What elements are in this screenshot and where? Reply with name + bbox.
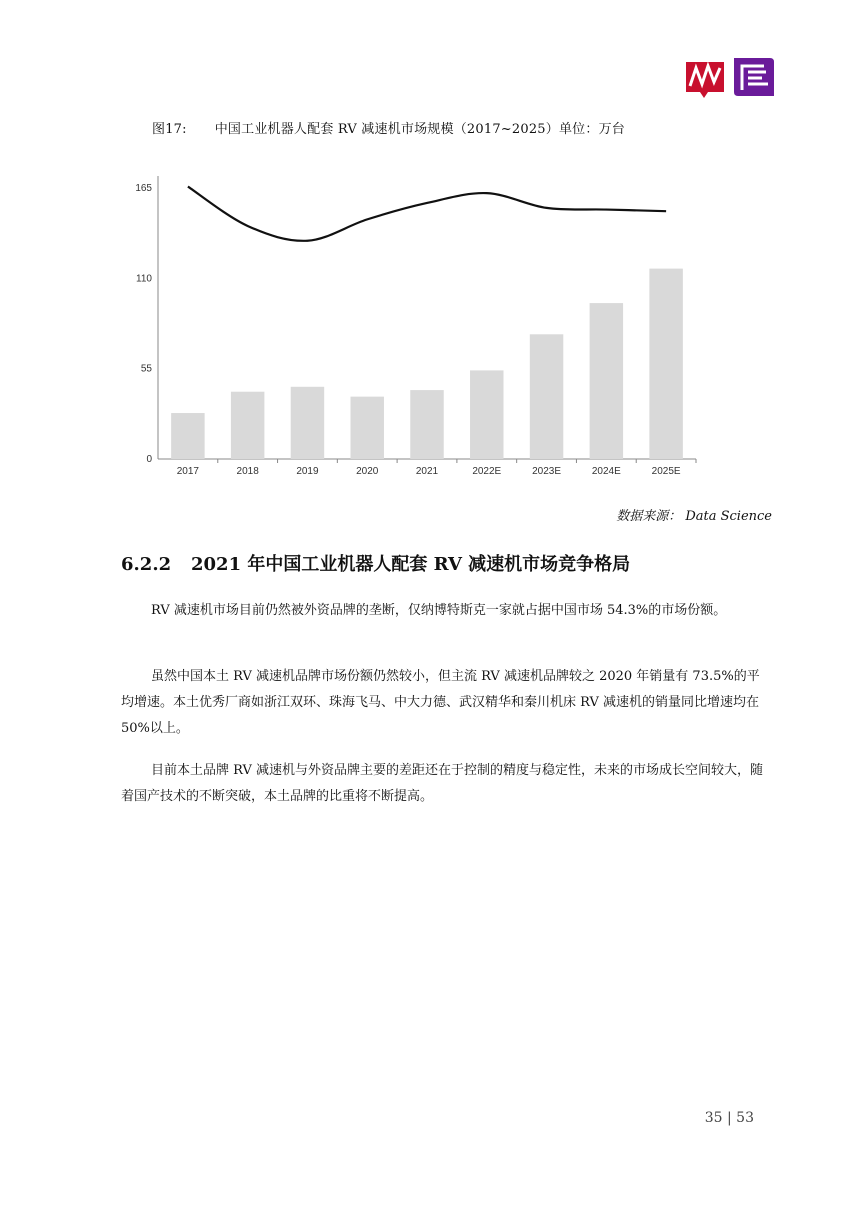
page-number xyxy=(705,1110,754,1126)
bar-2017 xyxy=(171,413,204,459)
figure-caption xyxy=(152,118,625,137)
bar-2018 xyxy=(231,392,264,459)
section-number: 6.2.2 xyxy=(121,554,172,575)
x-tick-label: 2019 xyxy=(296,466,319,477)
logo-red-mark xyxy=(686,62,724,98)
bar-2023E xyxy=(530,334,563,459)
section-title-text: 2021 年中国工业机器人配套 RV 减速机市场竞争格局 xyxy=(191,554,631,575)
y-tick-label: 0 xyxy=(146,454,152,465)
y-tick-label: 110 xyxy=(136,273,152,285)
brand-logo xyxy=(684,56,776,100)
x-tick-label: 2022E xyxy=(472,466,502,477)
x-tick-label: 2017 xyxy=(176,466,200,477)
paragraph-1: RV 减速机市场目前仍然被外资品牌的垄断，仅纳博特斯克一家就占据中国市场 54.3%的市场份额。 xyxy=(151,603,727,618)
bar-2020 xyxy=(350,397,383,459)
x-tick-label: 2020 xyxy=(356,466,379,477)
series-line xyxy=(188,187,666,241)
page-separator: | xyxy=(727,1110,732,1126)
page-total: 53 xyxy=(736,1110,754,1126)
data-source: 数据来源： Data Science xyxy=(616,509,772,524)
x-tick-label: 2018 xyxy=(236,466,259,477)
figure-title: 中国工业机器人配套 RV 减速机市场规模（2017~2025）单位：万台 xyxy=(214,122,625,137)
bar-2025E xyxy=(649,269,682,459)
x-tick-label: 2021 xyxy=(415,466,439,477)
page-current: 35 xyxy=(704,1110,723,1126)
x-tick-label: 2024E xyxy=(591,466,621,477)
figure-number: 图17: xyxy=(152,122,187,137)
x-tick-label: 2025E xyxy=(651,466,681,477)
y-tick-label: 55 xyxy=(140,363,152,375)
y-tick-label: 165 xyxy=(135,183,152,195)
bar-2024E xyxy=(590,303,623,459)
bar-2019 xyxy=(291,387,324,459)
bar-2022E xyxy=(470,370,503,459)
x-tick-label: 2023E xyxy=(532,466,562,477)
logo-purple-mark xyxy=(734,58,774,96)
section-heading xyxy=(121,550,630,576)
paragraph-2: 虽然中国本土 RV 减速机品牌市场份额仍然较小，但主流 RV 减速机品牌较之 2020 年销量有 73.5%的平均增速。本土优秀厂商如浙江双环、珠海飞马、中大力德、武汉精华和秦川机床 RV 减速机的销量同比增速均在 50%以上。 xyxy=(121,669,760,736)
bar-2021 xyxy=(410,390,443,459)
paragraph-3: 目前本土品牌 RV 减速机与外资品牌主要的差距还在于控制的精度与稳定性，未来的市场成长空间较大，随着国产技术的不断突破，本土品牌的比重将不断提高。 xyxy=(121,763,763,804)
market-size-chart xyxy=(118,168,718,488)
